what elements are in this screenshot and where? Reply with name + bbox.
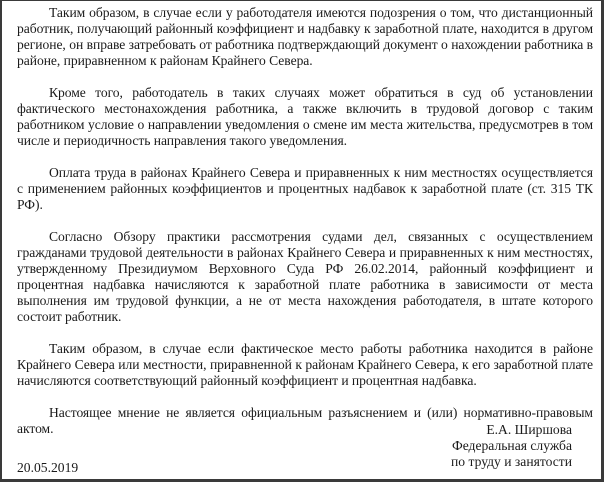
document-date: 20.05.2019 <box>17 460 79 475</box>
paragraph-remote-worker-verification: Таким образом, в случае если у работодателя имеются подозрения о том, что дистанционный работник, получающий районный коэффициент и надбавку к заработной плате, находится в другом регионе, он вправе затребовать от работника подтверждающий документ о нахождении работника в районе, приравненном к районам Крайнего Севера. <box>17 5 593 68</box>
paragraph-court-and-contract: Кроме того, работодатель в таких случаях может обратиться в суд об установлении фактического местонахождения работника, а также включить в трудовой договор с таким работником условие о направлении уведомления о смене им места жительства, предусмотрев в том числе и периодичность направления такого уведомления. <box>17 85 593 148</box>
paragraph-payment-north: Оплата труда в районах Крайнего Севера и приравненных к ним местностях осуществляется с применением районных коэффициентов и процентных надбавок к заработной плате (ст. 315 ТК РФ). <box>17 165 593 212</box>
document-body <box>17 5 593 453</box>
paragraph-conclusion: Таким образом, в случае если фактическое место работы работника находится в районе Крайнего Севера или местности, приравненной к районам Крайнего Севера, к его заработной плате начисляются соответствующий районный коэффициент и процентная надбавка. <box>17 341 593 388</box>
signature-block <box>451 422 572 470</box>
signatory-organization-line2: по труду и занятости <box>451 454 572 469</box>
signatory-name: Е.А. Ширшова <box>486 422 572 437</box>
paragraph-disclaimer: Настоящее мнение не является официальным разъяснением и (или) нормативно-правовым актом. <box>17 405 593 436</box>
paragraph-supreme-court-review: Согласно Обзору практики рассмотрения судами дел, связанных с осуществлением гражданами трудовой деятельности в районах Крайнего Севера и приравненных к ним местностях, утвержденному Президиумом Верховного Суда РФ 26.02.2014, районный коэффициент и процентная надбавка начисляются к заработной плате работника в зависимости от места выполнения им трудовой функции, а не от места нахождения работодателя, в штате которого состоит работник. <box>17 229 593 324</box>
signatory-organization-line1: Федеральная служба <box>451 438 572 453</box>
